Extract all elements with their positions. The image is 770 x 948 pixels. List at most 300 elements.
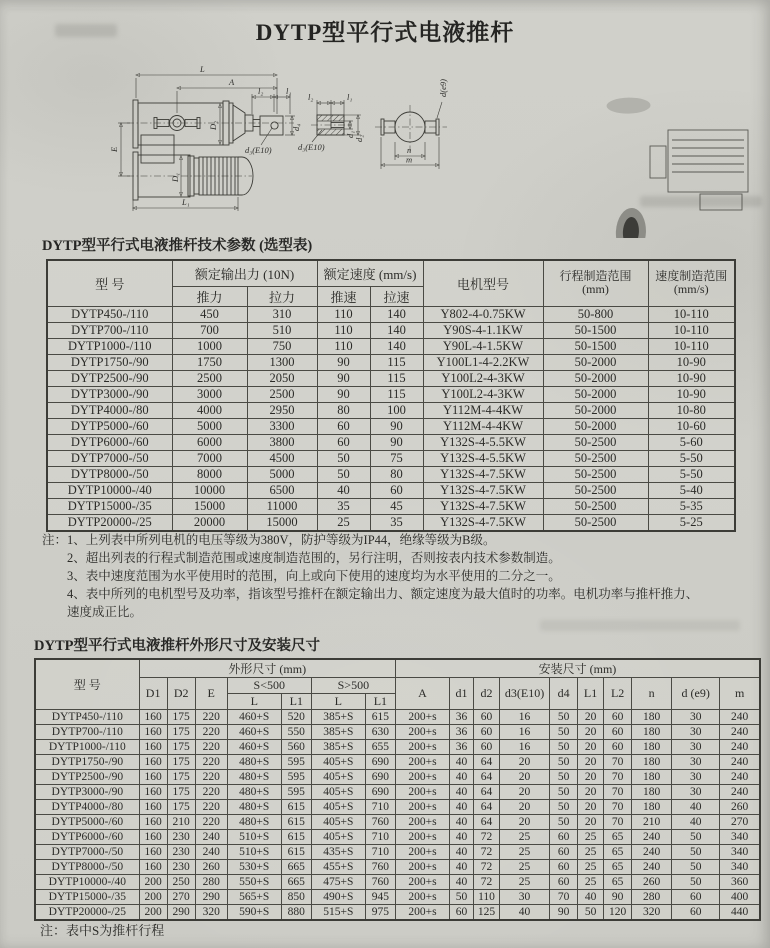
value-cell: 435+S: [311, 845, 365, 860]
value-cell: 490+S: [311, 890, 365, 905]
value-cell: 615: [281, 845, 311, 860]
dim-label-l2: l₂: [308, 92, 314, 102]
model-cell: DYTP1750-/90: [47, 354, 172, 370]
value-cell: 4500: [247, 450, 317, 466]
value-cell: 175: [167, 710, 195, 725]
dim-label-D1: D₁: [170, 172, 180, 182]
value-cell: 40: [449, 830, 473, 845]
value-cell: 690: [365, 785, 395, 800]
value-cell: 2050: [247, 370, 317, 386]
value-cell: 72: [474, 875, 500, 890]
value-cell: 5000: [247, 466, 317, 482]
value-cell: 90: [317, 370, 370, 386]
value-cell: Y90L-4-1.5KW: [423, 338, 543, 354]
value-cell: 115: [370, 354, 423, 370]
value-cell: 64: [474, 755, 500, 770]
value-cell: 200+s: [395, 905, 449, 921]
col-header-D1: D1: [139, 678, 167, 710]
value-cell: 90: [550, 905, 578, 921]
value-cell: 180: [632, 755, 672, 770]
value-cell: 405+S: [311, 815, 365, 830]
value-cell: 5-60: [648, 434, 735, 450]
table-row: [47, 370, 735, 386]
value-cell: 480+S: [227, 815, 281, 830]
value-cell: 60: [317, 434, 370, 450]
value-cell: 35: [317, 498, 370, 514]
model-cell: DYTP8000-/50: [35, 860, 139, 875]
model-cell: DYTP450-/110: [35, 710, 139, 725]
dim-label-m: m: [406, 154, 413, 165]
value-cell: 35: [370, 514, 423, 531]
value-cell: 200: [139, 905, 167, 921]
value-cell: 60: [474, 725, 500, 740]
value-cell: 595: [281, 755, 311, 770]
value-cell: 60: [550, 875, 578, 890]
table-row: [35, 830, 760, 845]
col-header-A: A: [395, 678, 449, 710]
value-cell: 20: [578, 800, 604, 815]
value-cell: 200+s: [395, 800, 449, 815]
page-title: DYTP型平行式电液推杆: [255, 20, 515, 45]
value-cell: 50: [449, 890, 473, 905]
model-cell: DYTP15000-/35: [47, 498, 172, 514]
value-cell: 200: [139, 875, 167, 890]
value-cell: 510+S: [227, 845, 281, 860]
value-cell: Y100L2-4-3KW: [423, 370, 543, 386]
value-cell: 25: [578, 845, 604, 860]
value-cell: 690: [365, 755, 395, 770]
value-cell: 50-2500: [543, 466, 648, 482]
model-cell: DYTP6000-/60: [35, 830, 139, 845]
value-cell: 220: [195, 755, 227, 770]
col-header-L1-lt: L1: [281, 694, 311, 710]
value-cell: 320: [632, 905, 672, 921]
model-cell: DYTP1750-/90: [35, 755, 139, 770]
value-cell: 480+S: [227, 800, 281, 815]
value-cell: 40: [500, 905, 550, 921]
value-cell: 550+S: [227, 875, 281, 890]
value-cell: 4000: [172, 402, 247, 418]
value-cell: 460+S: [227, 725, 281, 740]
value-cell: 510: [247, 322, 317, 338]
col-header-d1: d1: [449, 678, 473, 710]
value-cell: 240: [632, 830, 672, 845]
value-cell: 175: [167, 755, 195, 770]
value-cell: 340: [720, 845, 760, 860]
value-cell: 72: [474, 860, 500, 875]
value-cell: 340: [720, 830, 760, 845]
value-cell: 40: [317, 482, 370, 498]
value-cell: 270: [167, 890, 195, 905]
col-header-push-force: 推力: [172, 286, 247, 306]
value-cell: 210: [632, 815, 672, 830]
value-cell: 30: [672, 725, 720, 740]
value-cell: Y802-4-0.75KW: [423, 306, 543, 322]
value-cell: 100: [370, 402, 423, 418]
main-view: [109, 64, 301, 211]
col-group-rated-speed: 额定速度 (mm/s): [317, 260, 423, 286]
value-cell: 520: [281, 710, 311, 725]
col-header-stroke-range: [543, 260, 648, 306]
value-cell: 20: [578, 785, 604, 800]
value-cell: 140: [370, 322, 423, 338]
value-cell: 160: [139, 815, 167, 830]
dim-label-A: A: [229, 77, 235, 87]
technical-drawing: [0, 52, 770, 238]
value-cell: 25: [500, 875, 550, 890]
col-header-L1: L1: [578, 678, 604, 710]
value-cell: 16: [500, 710, 550, 725]
model-cell: DYTP20000-/25: [47, 514, 172, 531]
value-cell: 565+S: [227, 890, 281, 905]
value-cell: 64: [474, 770, 500, 785]
value-cell: 160: [139, 860, 167, 875]
value-cell: 90: [604, 890, 632, 905]
value-cell: 595: [281, 785, 311, 800]
value-cell: 220: [195, 815, 227, 830]
value-cell: 230: [167, 860, 195, 875]
value-cell: 30: [672, 710, 720, 725]
value-cell: 400: [720, 890, 760, 905]
trunnion-ring-detail: [375, 79, 448, 169]
value-cell: 50: [317, 466, 370, 482]
note-line: 2、超出列表的行程式制造范围或速度制造范围的，另行注明，否则按表内技术参数制造。: [67, 551, 561, 565]
value-cell: 175: [167, 800, 195, 815]
value-cell: 690: [365, 770, 395, 785]
table1-notes: [42, 531, 742, 621]
value-cell: 560: [281, 740, 311, 755]
value-cell: 2500: [172, 370, 247, 386]
value-cell: 50-2000: [543, 418, 648, 434]
value-cell: 180: [632, 800, 672, 815]
value-cell: 140: [370, 306, 423, 322]
value-cell: 460+S: [227, 740, 281, 755]
value-cell: 310: [247, 306, 317, 322]
table-row: [47, 434, 735, 450]
value-cell: 630: [365, 725, 395, 740]
value-cell: 200+s: [395, 740, 449, 755]
col-header-model: 型 号: [47, 260, 172, 306]
model-cell: DYTP450-/110: [47, 306, 172, 322]
value-cell: 20: [500, 815, 550, 830]
dim-label-d4: d₄: [291, 123, 301, 131]
value-cell: 180: [632, 710, 672, 725]
value-cell: 50: [317, 450, 370, 466]
dim-label-de9: d(e9): [438, 79, 448, 97]
value-cell: 385+S: [311, 740, 365, 755]
value-cell: 450: [172, 306, 247, 322]
value-cell: 140: [370, 338, 423, 354]
value-cell: 90: [317, 354, 370, 370]
table-row: [47, 354, 735, 370]
value-cell: 40: [449, 800, 473, 815]
value-cell: 45: [370, 498, 423, 514]
dim-label-d2: d₂: [354, 134, 364, 142]
value-cell: 7000: [172, 450, 247, 466]
value-cell: 60: [449, 905, 473, 921]
value-cell: 1300: [247, 354, 317, 370]
stroke-range-unit: (mm): [582, 282, 609, 297]
table-row: [35, 740, 760, 755]
note-line: 速度成正比。: [67, 605, 143, 619]
value-cell: 20: [500, 800, 550, 815]
value-cell: 36: [449, 710, 473, 725]
dim-label-E: E: [109, 146, 119, 152]
table-row: [47, 418, 735, 434]
value-cell: 5-40: [648, 482, 735, 498]
value-cell: 240: [632, 860, 672, 875]
value-cell: 240: [195, 845, 227, 860]
col-group-outline-dims: 外形尺寸 (mm): [139, 659, 395, 678]
value-cell: 595: [281, 770, 311, 785]
value-cell: 30: [672, 785, 720, 800]
value-cell: 70: [604, 815, 632, 830]
value-cell: 65: [604, 875, 632, 890]
dim-label-d3: d₃(E10): [245, 145, 272, 155]
value-cell: 220: [195, 710, 227, 725]
dim-label-l1: l₁: [347, 92, 353, 102]
value-cell: 480+S: [227, 755, 281, 770]
model-cell: DYTP3000-/90: [47, 386, 172, 402]
value-cell: 615: [365, 710, 395, 725]
table-row: [47, 386, 735, 402]
table-row: [35, 875, 760, 890]
value-cell: 240: [632, 845, 672, 860]
value-cell: 180: [632, 785, 672, 800]
note-line: 3、表中速度范围为水平使用时的范围，向上或向下使用的速度均为水平使用的二分之一。: [67, 569, 561, 583]
table-row: [47, 306, 735, 322]
value-cell: 6500: [247, 482, 317, 498]
table-row: [35, 845, 760, 860]
value-cell: 175: [167, 740, 195, 755]
value-cell: 110: [317, 338, 370, 354]
value-cell: 200+s: [395, 770, 449, 785]
speed-range-unit: (mm/s): [673, 282, 709, 297]
value-cell: 60: [474, 710, 500, 725]
value-cell: 710: [365, 830, 395, 845]
value-cell: 160: [139, 710, 167, 725]
model-cell: DYTP700-/110: [47, 322, 172, 338]
value-cell: 50: [672, 860, 720, 875]
table-row: [47, 514, 735, 531]
value-cell: 65: [604, 860, 632, 875]
value-cell: 945: [365, 890, 395, 905]
value-cell: 25: [578, 875, 604, 890]
value-cell: 250: [167, 875, 195, 890]
col-header-pull-speed: 拉速: [370, 286, 423, 306]
value-cell: 260: [195, 860, 227, 875]
value-cell: 15000: [172, 498, 247, 514]
value-cell: 110: [317, 306, 370, 322]
value-cell: 36: [449, 725, 473, 740]
value-cell: 405+S: [311, 800, 365, 815]
model-cell: DYTP700-/110: [35, 725, 139, 740]
value-cell: 10-80: [648, 402, 735, 418]
value-cell: Y132S-4-5.5KW: [423, 450, 543, 466]
value-cell: Y90S-4-1.1KW: [423, 322, 543, 338]
value-cell: 180: [632, 725, 672, 740]
col-header-motor: 电机型号: [423, 260, 543, 306]
value-cell: 90: [317, 386, 370, 402]
value-cell: 30: [500, 890, 550, 905]
value-cell: 220: [195, 725, 227, 740]
value-cell: 50: [550, 710, 578, 725]
value-cell: 440: [720, 905, 760, 921]
value-cell: 20: [578, 770, 604, 785]
value-cell: 280: [632, 890, 672, 905]
value-cell: 40: [449, 815, 473, 830]
value-cell: Y100L1-4-2.2KW: [423, 354, 543, 370]
value-cell: 180: [632, 770, 672, 785]
value-cell: 615: [281, 815, 311, 830]
model-cell: DYTP5000-/60: [35, 815, 139, 830]
value-cell: Y100L2-4-3KW: [423, 386, 543, 402]
value-cell: 200+s: [395, 710, 449, 725]
value-cell: 220: [195, 800, 227, 815]
value-cell: 8000: [172, 466, 247, 482]
value-cell: 10-60: [648, 418, 735, 434]
value-cell: 20: [578, 725, 604, 740]
value-cell: 16: [500, 725, 550, 740]
dim-label-n: n: [407, 145, 412, 155]
value-cell: 200+s: [395, 875, 449, 890]
col-header-d2: d2: [474, 678, 500, 710]
speed-range-label: 速度制造范围: [655, 269, 728, 284]
model-cell: DYTP5000-/60: [47, 418, 172, 434]
value-cell: Y132S-4-5.5KW: [423, 434, 543, 450]
model-cell: DYTP4000-/80: [35, 800, 139, 815]
value-cell: 480+S: [227, 770, 281, 785]
value-cell: 5-50: [648, 466, 735, 482]
value-cell: 50: [550, 785, 578, 800]
model-cell: DYTP1000-/110: [35, 740, 139, 755]
value-cell: 20000: [172, 514, 247, 531]
value-cell: Y132S-4-7.5KW: [423, 466, 543, 482]
value-cell: 240: [720, 740, 760, 755]
value-cell: 50: [672, 845, 720, 860]
value-cell: 25: [317, 514, 370, 531]
value-cell: 480+S: [227, 785, 281, 800]
model-cell: DYTP8000-/50: [47, 466, 172, 482]
spec-table: [46, 259, 736, 532]
value-cell: 10-110: [648, 306, 735, 322]
value-cell: 290: [167, 905, 195, 921]
value-cell: 220: [195, 770, 227, 785]
value-cell: 50-800: [543, 306, 648, 322]
table-row: [35, 785, 760, 800]
value-cell: 75: [370, 450, 423, 466]
value-cell: 880: [281, 905, 311, 921]
dim-label-d3: d₃(E10): [298, 142, 325, 152]
value-cell: 60: [672, 890, 720, 905]
col-header-E: E: [195, 678, 227, 710]
value-cell: 50: [578, 905, 604, 921]
model-cell: DYTP7000-/50: [35, 845, 139, 860]
dim-label-l1: l₁: [286, 86, 292, 96]
value-cell: 3300: [247, 418, 317, 434]
value-cell: 200+s: [395, 725, 449, 740]
value-cell: 160: [139, 830, 167, 845]
table-row: [47, 466, 735, 482]
value-cell: 5000: [172, 418, 247, 434]
model-cell: DYTP4000-/80: [47, 402, 172, 418]
col-header-D2: D2: [167, 678, 195, 710]
value-cell: 340: [720, 860, 760, 875]
value-cell: 615: [281, 800, 311, 815]
table-row: [47, 498, 735, 514]
value-cell: 200+s: [395, 890, 449, 905]
value-cell: 40: [449, 755, 473, 770]
value-cell: 60: [550, 845, 578, 860]
value-cell: 40: [449, 875, 473, 890]
value-cell: 10-90: [648, 354, 735, 370]
col-header-pull-force: 拉力: [247, 286, 317, 306]
dim-label-L1: L₁: [182, 197, 190, 207]
value-cell: 160: [139, 755, 167, 770]
value-cell: 6000: [172, 434, 247, 450]
value-cell: 270: [720, 815, 760, 830]
value-cell: 72: [474, 830, 500, 845]
value-cell: 40: [449, 770, 473, 785]
value-cell: 750: [247, 338, 317, 354]
table-row: [35, 890, 760, 905]
note-prefix: 注：: [42, 533, 68, 547]
model-cell: DYTP10000-/40: [47, 482, 172, 498]
table-row: [35, 860, 760, 875]
value-cell: 760: [365, 860, 395, 875]
value-cell: 405+S: [311, 770, 365, 785]
value-cell: 405+S: [311, 785, 365, 800]
value-cell: 240: [720, 785, 760, 800]
value-cell: 50-2000: [543, 354, 648, 370]
table-row: [47, 338, 735, 354]
value-cell: 60: [550, 860, 578, 875]
value-cell: 240: [195, 830, 227, 845]
value-cell: 70: [604, 770, 632, 785]
value-cell: 50: [550, 740, 578, 755]
note-item: 1、上列表中所列电机的电压等级为380V，防护等级为IP44，绝缘等级为B级。: [67, 533, 496, 547]
value-cell: 65: [604, 845, 632, 860]
value-cell: 50: [550, 725, 578, 740]
value-cell: 70: [604, 800, 632, 815]
table-row: [35, 755, 760, 770]
table2-note: 注：表中S为推杆行程: [40, 923, 165, 938]
value-cell: 50-2500: [543, 498, 648, 514]
value-cell: 60: [317, 418, 370, 434]
value-cell: 550: [281, 725, 311, 740]
value-cell: 3800: [247, 434, 317, 450]
value-cell: 10-110: [648, 322, 735, 338]
value-cell: 160: [139, 800, 167, 815]
table-row: [47, 450, 735, 466]
value-cell: Y132S-4-7.5KW: [423, 498, 543, 514]
value-cell: 50-1500: [543, 338, 648, 354]
value-cell: 25: [578, 830, 604, 845]
value-cell: 10-90: [648, 386, 735, 402]
table-row: [35, 815, 760, 830]
value-cell: 175: [167, 785, 195, 800]
value-cell: 120: [604, 905, 632, 921]
value-cell: 160: [139, 740, 167, 755]
value-cell: 5-35: [648, 498, 735, 514]
value-cell: 110: [317, 322, 370, 338]
note-line: 4、表中所列的电机型号及功率，指该型号推杆在额定输出力、额定速度为最大值时的功率。电机功率与推杆推力、: [67, 587, 699, 601]
value-cell: 665: [281, 875, 311, 890]
col-header-L-lt: L: [227, 694, 281, 710]
value-cell: 200+s: [395, 860, 449, 875]
table2-title: DYTP型平行式电液推杆外形尺寸及安装尺寸: [34, 638, 320, 654]
value-cell: 50: [550, 815, 578, 830]
